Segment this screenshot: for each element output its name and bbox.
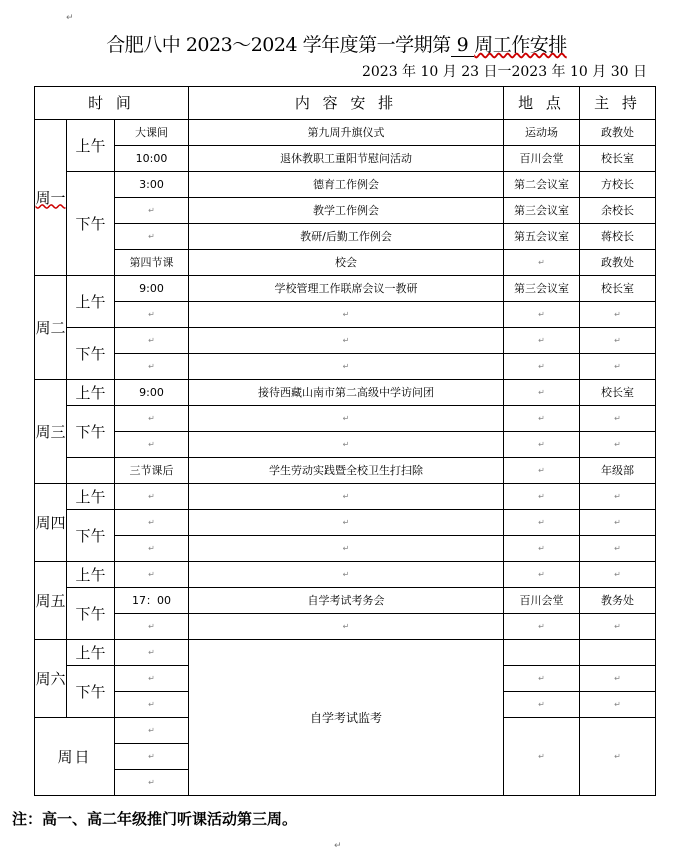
day-label-thu: 周四 — [35, 484, 67, 562]
place-cell: ↵ — [504, 536, 580, 562]
host-cell: ↵ — [580, 406, 656, 432]
paragraph-mark: ↵ — [66, 13, 74, 23]
time-cell: ↵ — [115, 718, 189, 744]
time-cell: 大课间 — [115, 120, 189, 146]
table-row — [35, 588, 656, 614]
time-cell: ↵ — [115, 562, 189, 588]
time-cell: 3:00 — [115, 172, 189, 198]
content-cell: 德育工作例会 — [189, 172, 504, 198]
title-prefix: 合肥八中 2023～2024 学年度第一学期第 — [106, 34, 451, 56]
time-cell: ↵ — [115, 432, 189, 458]
header-host: 主 持 — [580, 87, 656, 120]
exam-proctor-cell: 自学考试监考 — [189, 640, 504, 796]
place-cell: ↵ — [504, 328, 580, 354]
host-cell: 余校长 — [580, 198, 656, 224]
title-week-number: 9 — [451, 34, 475, 57]
table-row — [35, 640, 656, 666]
host-cell: 蒋校长 — [580, 224, 656, 250]
place-cell: 百川会堂 — [504, 146, 580, 172]
time-cell: ↵ — [115, 510, 189, 536]
place-cell: 百川会堂 — [504, 588, 580, 614]
time-cell: ↵ — [115, 302, 189, 328]
host-cell: ↵ — [580, 718, 656, 796]
period-am: 上午 — [67, 380, 115, 406]
header-content: 内 容 安 排 — [189, 87, 504, 120]
host-cell: ↵ — [580, 354, 656, 380]
table-row — [35, 484, 656, 510]
period-blank — [67, 458, 115, 484]
table-row — [35, 562, 656, 588]
host-cell: 教务处 — [580, 588, 656, 614]
time-cell: 第四节课 — [115, 250, 189, 276]
place-cell: 第二会议室 — [504, 172, 580, 198]
time-cell: 9:00 — [115, 380, 189, 406]
place-cell: 第三会议室 — [504, 198, 580, 224]
place-cell: ↵ — [504, 354, 580, 380]
day-label-sun: 周日 — [35, 718, 115, 796]
content-cell: ↵ — [189, 328, 504, 354]
place-cell: 第三会议室 — [504, 276, 580, 302]
time-cell: ↵ — [115, 744, 189, 770]
host-cell: ↵ — [580, 536, 656, 562]
period-pm: 下午 — [67, 510, 115, 562]
host-cell: ↵ — [580, 562, 656, 588]
time-cell: 17：00 — [115, 588, 189, 614]
host-cell: ↵ — [580, 666, 656, 692]
place-cell: ↵ — [504, 406, 580, 432]
time-cell: ↵ — [115, 406, 189, 432]
period-pm: 下午 — [67, 172, 115, 276]
content-cell: 校会 — [189, 250, 504, 276]
host-cell: ↵ — [580, 328, 656, 354]
table-row — [35, 328, 656, 354]
content-cell: 退休教职工重阳节慰问活动 — [189, 146, 504, 172]
host-cell: 政教处 — [580, 250, 656, 276]
time-cell: ↵ — [115, 354, 189, 380]
host-cell: 校长室 — [580, 380, 656, 406]
host-cell: 年级部 — [580, 458, 656, 484]
table-row — [35, 380, 656, 406]
content-cell: 接待西藏山南市第二高级中学访问团 — [189, 380, 504, 406]
header-time: 时 间 — [35, 87, 189, 120]
host-cell: ↵ — [580, 614, 656, 640]
day-label-wed: 周三 — [35, 380, 67, 484]
time-cell: ↵ — [115, 328, 189, 354]
table-row — [35, 120, 656, 146]
place-cell: ↵ — [504, 250, 580, 276]
day-label-mon: 周一 — [35, 120, 67, 276]
content-cell: ↵ — [189, 614, 504, 640]
table-row — [35, 614, 656, 640]
period-am: 上午 — [67, 120, 115, 172]
period-am: 上午 — [67, 640, 115, 666]
content-cell: 自学考试考务会 — [189, 588, 504, 614]
table-row — [35, 224, 656, 250]
host-cell: 政教处 — [580, 120, 656, 146]
host-cell: ↵ — [580, 510, 656, 536]
place-cell: ↵ — [504, 484, 580, 510]
time-cell: ↵ — [115, 536, 189, 562]
content-cell: 学生劳动实践暨全校卫生打扫除 — [189, 458, 504, 484]
period-pm: 下午 — [67, 666, 115, 718]
time-cell: ↵ — [115, 484, 189, 510]
time-cell: ↵ — [115, 640, 189, 666]
paragraph-mark: ↵ — [334, 841, 342, 851]
place-cell: 第五会议室 — [504, 224, 580, 250]
period-pm: 下午 — [67, 328, 115, 380]
host-cell: 校长室 — [580, 146, 656, 172]
content-cell: ↵ — [189, 432, 504, 458]
table-row — [35, 302, 656, 328]
content-cell: ↵ — [189, 562, 504, 588]
footnote: 注：高一、高二年级推门听课活动第三周。 — [12, 810, 298, 828]
time-cell: ↵ — [115, 198, 189, 224]
place-cell — [504, 640, 580, 666]
header-row — [35, 87, 656, 120]
host-cell: 校长室 — [580, 276, 656, 302]
table-row — [35, 146, 656, 172]
place-cell: ↵ — [504, 614, 580, 640]
table-row — [35, 198, 656, 224]
date-range: 2023 年 10 月 23 日一2023 年 10 月 30 日 — [361, 64, 647, 80]
period-pm: 下午 — [67, 406, 115, 458]
place-cell: 运动场 — [504, 120, 580, 146]
table-row — [35, 510, 656, 536]
content-cell: ↵ — [189, 484, 504, 510]
period-am: 上午 — [67, 484, 115, 510]
time-cell: ↵ — [115, 224, 189, 250]
host-cell: ↵ — [580, 692, 656, 718]
place-cell: ↵ — [504, 510, 580, 536]
table-row — [35, 250, 656, 276]
host-cell: ↵ — [580, 484, 656, 510]
place-cell: ↵ — [504, 562, 580, 588]
content-cell: 学校管理工作联席会议一教研 — [189, 276, 504, 302]
table-row — [35, 536, 656, 562]
table-row — [35, 354, 656, 380]
page-title — [0, 32, 673, 58]
place-cell: ↵ — [504, 666, 580, 692]
place-cell: ↵ — [504, 380, 580, 406]
content-cell: ↵ — [189, 302, 504, 328]
content-cell: 第九周升旗仪式 — [189, 120, 504, 146]
place-cell: ↵ — [504, 692, 580, 718]
time-cell: ↵ — [115, 770, 189, 796]
content-cell: 教研/后勤工作例会 — [189, 224, 504, 250]
table-row — [35, 432, 656, 458]
content-cell: ↵ — [189, 536, 504, 562]
host-cell: 方校长 — [580, 172, 656, 198]
place-cell: ↵ — [504, 458, 580, 484]
day-label-fri: 周五 — [35, 562, 67, 640]
table-row — [35, 172, 656, 198]
content-cell: 教学工作例会 — [189, 198, 504, 224]
place-cell: ↵ — [504, 302, 580, 328]
content-cell: ↵ — [189, 354, 504, 380]
time-cell: 10:00 — [115, 146, 189, 172]
table-row — [35, 276, 656, 302]
period-am: 上午 — [67, 276, 115, 328]
time-cell: ↵ — [115, 692, 189, 718]
place-cell: ↵ — [504, 432, 580, 458]
time-cell: 9:00 — [115, 276, 189, 302]
period-pm: 下午 — [67, 588, 115, 640]
day-label-sat: 周六 — [35, 640, 67, 718]
time-cell: 三节课后 — [115, 458, 189, 484]
host-cell — [580, 640, 656, 666]
schedule-table — [34, 86, 656, 796]
place-cell: ↵ — [504, 718, 580, 796]
content-cell: ↵ — [189, 406, 504, 432]
table-row — [35, 458, 656, 484]
host-cell: ↵ — [580, 432, 656, 458]
table-row — [35, 406, 656, 432]
time-cell: ↵ — [115, 614, 189, 640]
period-am: 上午 — [67, 562, 115, 588]
time-cell: ↵ — [115, 666, 189, 692]
content-cell: ↵ — [189, 510, 504, 536]
header-place: 地 点 — [504, 87, 580, 120]
host-cell: ↵ — [580, 302, 656, 328]
title-suffix: 周工作安排 — [474, 34, 567, 56]
day-label-tue: 周二 — [35, 276, 67, 380]
